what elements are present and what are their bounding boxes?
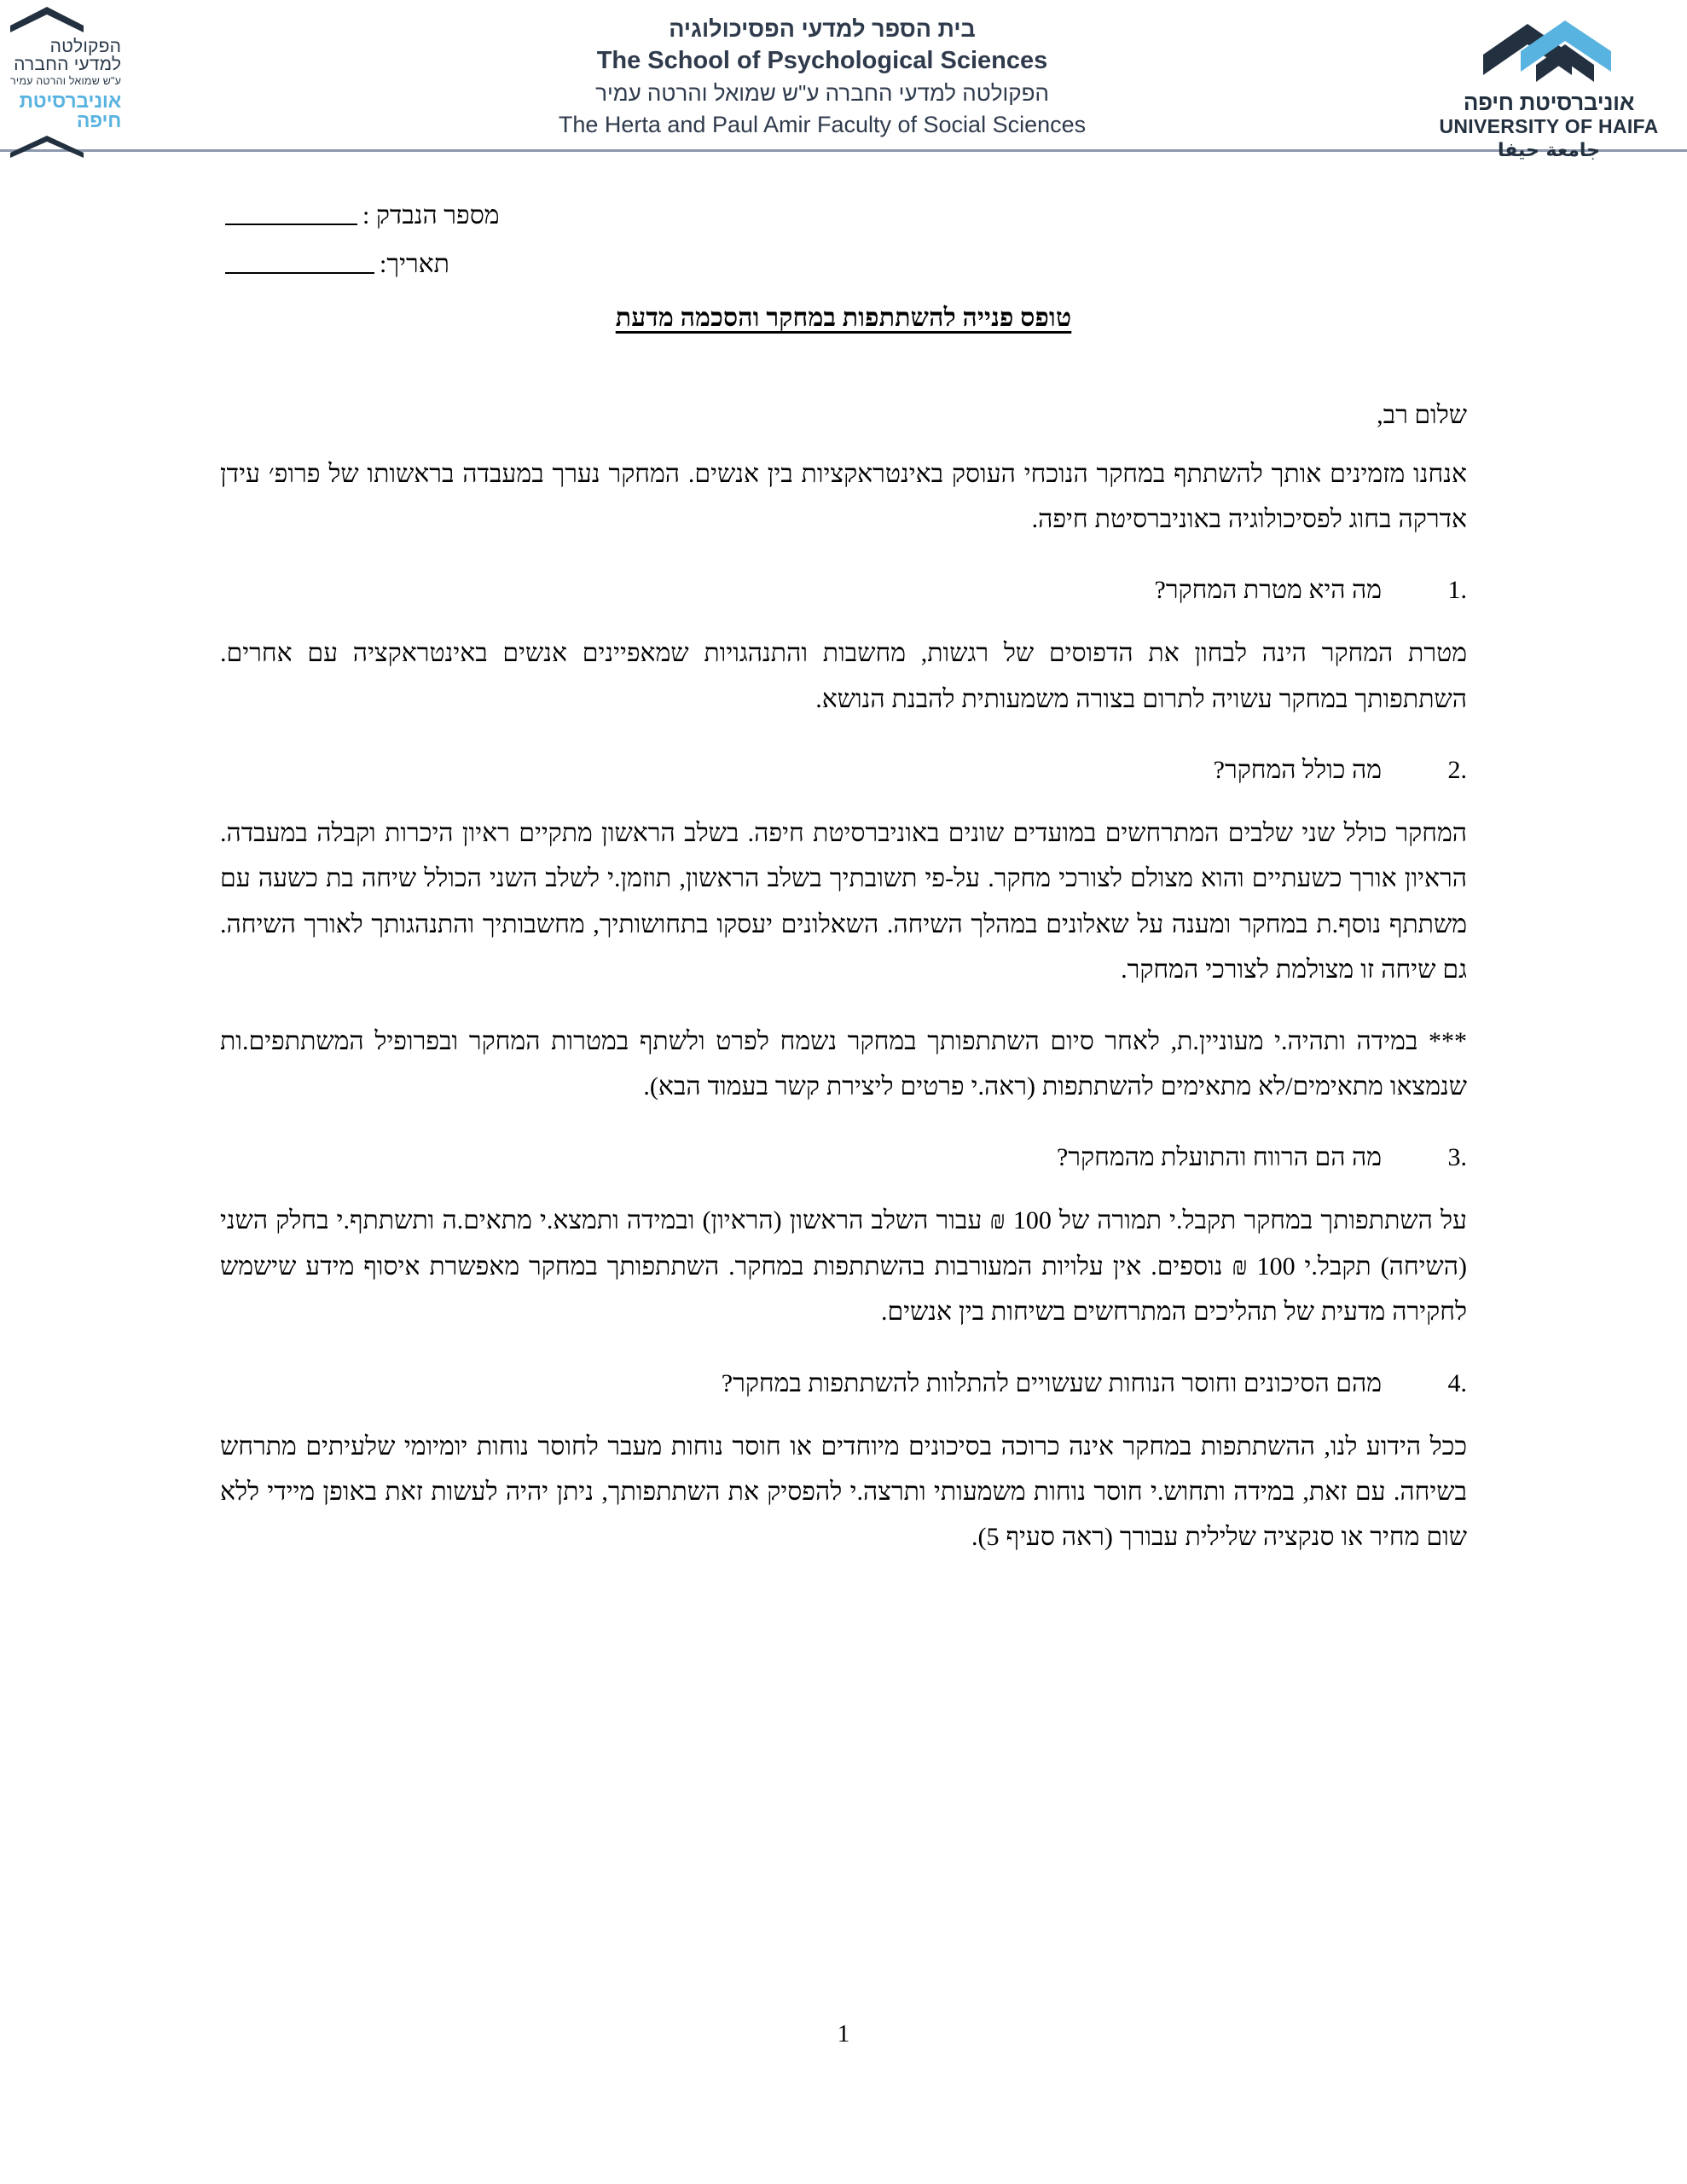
section-3-body: על השתתפותך במחקר תקבל.י תמורה של 100 ₪ עבור השלב הראשון (הראיון) ובמידה ותמצא.י מתאים.ה ותשתתף.י בחלק השני (השיחה) תקבל.י 100 ₪ נוספים. אין עלויות המעורבות בהשתתפות במחקר. השתתפותך במחקר מאפשרת איסוף מידע שישמש לחקירה מדעית של תהליכים המתרחשים בשיחות בין אנשים. bbox=[220, 1206, 1467, 1327]
university-logo bbox=[1421, 5, 1677, 161]
document-title: טופס פנייה להשתתפות במחקר והסכמה מדעת bbox=[615, 304, 1072, 332]
header-english-school: The School of Psychological Sciences bbox=[596, 47, 1048, 75]
section-4-body: ככל הידוע לנו, ההשתתפות במחקר אינה כרוכה בסיכונים מיוחדים או חוסר נוחות מעבר לחוסר נוחות יומיומי שלעיתים מתרחש בשיחה. עם זאת, במידה ותחוש.י חוסר נוחות משמעותי ותרצה.י להפסיק את השתתפותך, ניתן יהיה לעשות זאת באופן מיידי ללא שום מחיר או סנקציה שלילית עבורך (ראה סעיף 5). bbox=[220, 1432, 1467, 1552]
faculty-logo-line3: ע"ש שמואל והרטה עמיר bbox=[10, 75, 122, 87]
header-english-faculty: The Herta and Paul Amir Faculty of Social Sciences bbox=[558, 111, 1087, 137]
date-blank[interactable] bbox=[225, 272, 374, 274]
section-2-note: *** במידה ותהיה.י מעוניין.ת, לאחר סיום השתתפותך במחקר נשמח לפרט ולשתף במטרות המחקר ובפרופיל המשתתפים.ות שנמצאו מתאימים/לא מתאימים להשתתפות (ראה.י פרטים ליצירת קשר בעמוד הבא). bbox=[220, 1026, 1467, 1101]
subject-number-blank[interactable] bbox=[225, 224, 357, 225]
header-center-titles bbox=[223, 5, 1421, 142]
university-english-name: UNIVERSITY OF HAIFA bbox=[1439, 115, 1659, 138]
question-1 bbox=[220, 576, 1467, 605]
date-label: תאריך: bbox=[380, 250, 449, 278]
header-hebrew-school: בית הספר למדעי הפסיכולוגיה bbox=[669, 16, 976, 42]
faculty-logo-line4: אוניברסיטת bbox=[19, 89, 122, 112]
meta-fields bbox=[220, 191, 1467, 288]
question-3 bbox=[220, 1143, 1467, 1172]
section-1-body: מטרת המחקר הינה לבחון את הדפוסים של רגשות, מחשבות והתנהגויות שמאפיינים אנשים באינטראקציה עם אחרים. השתתפותך במחקר עשויה לתרום בצורה משמעותית להבנת הנושא. bbox=[220, 639, 1467, 713]
faculty-logo-line5: חיפה bbox=[76, 108, 122, 131]
chevron-up-icon-bottom bbox=[10, 136, 84, 158]
faculty-logo bbox=[10, 5, 223, 152]
greeting: שלום רב, bbox=[1377, 401, 1467, 429]
university-arabic-name: جامعة حيفا bbox=[1497, 139, 1601, 161]
header-hebrew-faculty: הפקולטה למדעי החברה ע"ש שמואל והרטה עמיר bbox=[595, 80, 1049, 107]
question-1-number: 1. bbox=[1447, 576, 1467, 605]
subject-number-label: מספר הנבדק : bbox=[362, 201, 500, 229]
subject-number-row bbox=[220, 191, 1467, 240]
university-logo-text bbox=[1439, 90, 1658, 163]
university-hebrew-name: אוניברסיטת חיפה bbox=[1463, 90, 1635, 115]
university-chevron-mark-icon bbox=[1476, 19, 1621, 85]
faculty-logo-text bbox=[10, 38, 121, 131]
faculty-logo-line1: הפקולטה bbox=[49, 37, 122, 56]
section-2-body: המחקר כולל שני שלבים המתרחשים במועדים שונים באוניברסיטת חיפה. בשלב הראשון מתקיים ראיון היכרות וקבלה במעבדה. הראיון אורך כשעתיים והוא מצולם לצורכי מחקר. על-פי תשובתיך בשלב הראשון, תוזמן.י לשלב השני הכולל שיחה בת כשעה עם משתתף נוסף.ת במחקר ומענה על שאלונים במהלך השיחה. השאלונים יעסקו בתחושותיך, מחשבותיך והתנהגותך לאורך השיחה. גם שיחה זו מצולמת לצורכי המחקר. bbox=[220, 819, 1467, 985]
question-3-text: מה הם הרווח והתועלת מהמחקר? bbox=[1056, 1143, 1382, 1172]
faculty-logo-line2: למדעי החברה bbox=[14, 55, 122, 74]
date-row bbox=[220, 240, 1467, 288]
chevron-up-icon bbox=[10, 7, 84, 32]
page-header bbox=[0, 0, 1687, 161]
question-3-number: 3. bbox=[1447, 1143, 1467, 1172]
question-4 bbox=[220, 1369, 1467, 1398]
document-body bbox=[0, 191, 1687, 1560]
question-2-text: מה כולל המחקר? bbox=[1213, 756, 1382, 785]
intro-paragraph: אנחנו מזמינים אותך להשתתף במחקר הנוכחי העוסק באינטראקציות בין אנשים. המחקר נערך במעבדה בראשותו של פרופ׳ עידן אדרקה בחוג לפסיכולוגיה באוניברסיטת חיפה. bbox=[220, 459, 1467, 533]
question-1-text: מה היא מטרת המחקר? bbox=[1154, 576, 1382, 605]
page-number: 1 bbox=[837, 2020, 850, 2048]
question-4-number: 4. bbox=[1447, 1368, 1467, 1397]
question-4-text: מהם הסיכונים וחוסר הנוחות שעשויים להתלוות להשתתפות במחקר? bbox=[721, 1368, 1382, 1397]
question-2 bbox=[220, 756, 1467, 785]
question-2-number: 2. bbox=[1447, 756, 1467, 785]
